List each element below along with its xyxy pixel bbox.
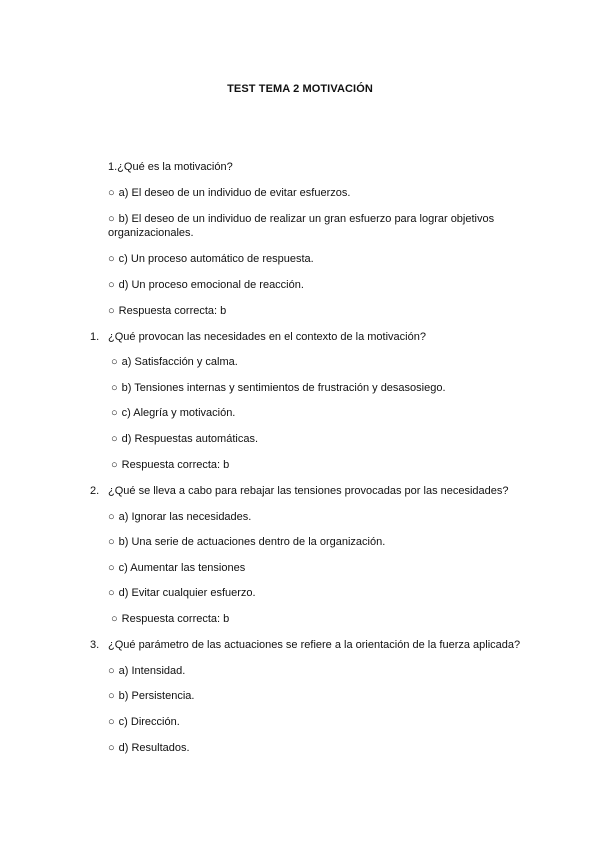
bullet-icon: ○ (111, 433, 118, 445)
option-text: c) Alegría y motivación. (121, 407, 236, 419)
bullet-icon: ○ (111, 382, 118, 394)
option-text: b) Una serie de actuaciones dentro de la organización. (118, 536, 386, 548)
answer-option (108, 664, 185, 678)
bullet-icon: ○ (111, 613, 118, 625)
answer-text: Respuesta correcta: b (118, 305, 227, 317)
answer-option (108, 510, 251, 524)
question-number: 3. (90, 639, 100, 651)
bullet-icon: ○ (108, 305, 115, 317)
answer-option (108, 586, 256, 600)
answer-option (108, 535, 385, 549)
answer-option (111, 355, 238, 369)
option-text: d) Un proceso emocional de reacción. (118, 279, 304, 291)
bullet-icon: ○ (108, 253, 115, 265)
option-text: c) Dirección. (118, 716, 180, 728)
page-title: TEST TEMA 2 MOTIVACIÓN (227, 83, 373, 95)
answer-text: Respuesta correcta: b (121, 459, 230, 471)
option-text: a) Ignorar las necesidades. (118, 511, 252, 523)
bullet-icon: ○ (108, 665, 115, 677)
question-number: 1. (90, 331, 100, 343)
correct-answer (111, 612, 229, 626)
bullet-icon: ○ (111, 459, 118, 471)
option-text: c) Un proceso automático de respuesta. (118, 253, 314, 265)
bullet-icon: ○ (108, 562, 115, 574)
bullet-icon: ○ (108, 213, 115, 225)
answer-option (108, 278, 304, 292)
answer-option (111, 432, 258, 446)
option-text: c) Aumentar las tensiones (118, 562, 246, 574)
question-text: ¿Qué parámetro de las actuaciones se refiere a la orientación de la fuerza aplicada? (108, 639, 521, 651)
bullet-icon: ○ (111, 407, 118, 419)
correct-answer (108, 304, 226, 318)
answer-option (108, 561, 245, 575)
bullet-icon: ○ (108, 187, 115, 199)
option-text: d) Resultados. (118, 742, 190, 754)
question-number: 2. (90, 485, 100, 497)
answer-option (108, 186, 350, 200)
option-text: a) Satisfacción y calma. (121, 356, 238, 368)
answer-text: Respuesta correcta: b (121, 613, 230, 625)
answer-option (108, 252, 314, 266)
answer-option (108, 715, 180, 729)
question-text: ¿Qué se lleva a cabo para rebajar las tensiones provocadas por las necesidades? (108, 485, 509, 497)
option-text: a) Intensidad. (118, 665, 186, 677)
bullet-icon: ○ (108, 536, 115, 548)
answer-option (111, 406, 235, 420)
option-text: b) Tensiones internas y sentimientos de frustración y desasosiego. (121, 382, 446, 394)
bullet-icon: ○ (108, 742, 115, 754)
answer-option (111, 381, 446, 395)
option-text: d) Respuestas automáticas. (121, 433, 259, 445)
option-text: d) Evitar cualquier esfuerzo. (118, 587, 256, 599)
option-text: b) Persistencia. (118, 690, 195, 702)
bullet-icon: ○ (108, 716, 115, 728)
answer-option (108, 741, 190, 755)
bullet-icon: ○ (111, 356, 118, 368)
correct-answer (111, 458, 229, 472)
option-text: b) El deseo de un individuo de realizar un gran esfuerzo para lograr objetivos organizacionales. (108, 213, 495, 239)
answer-option (108, 212, 528, 240)
answer-option (108, 689, 194, 703)
bullet-icon: ○ (108, 690, 115, 702)
option-text: a) El deseo de un individuo de evitar esfuerzos. (118, 187, 351, 199)
question-text: 1.¿Qué es la motivación? (108, 161, 233, 173)
bullet-icon: ○ (108, 279, 115, 291)
question-text: ¿Qué provocan las necesidades en el contexto de la motivación? (108, 331, 426, 343)
bullet-icon: ○ (108, 587, 115, 599)
bullet-icon: ○ (108, 511, 115, 523)
